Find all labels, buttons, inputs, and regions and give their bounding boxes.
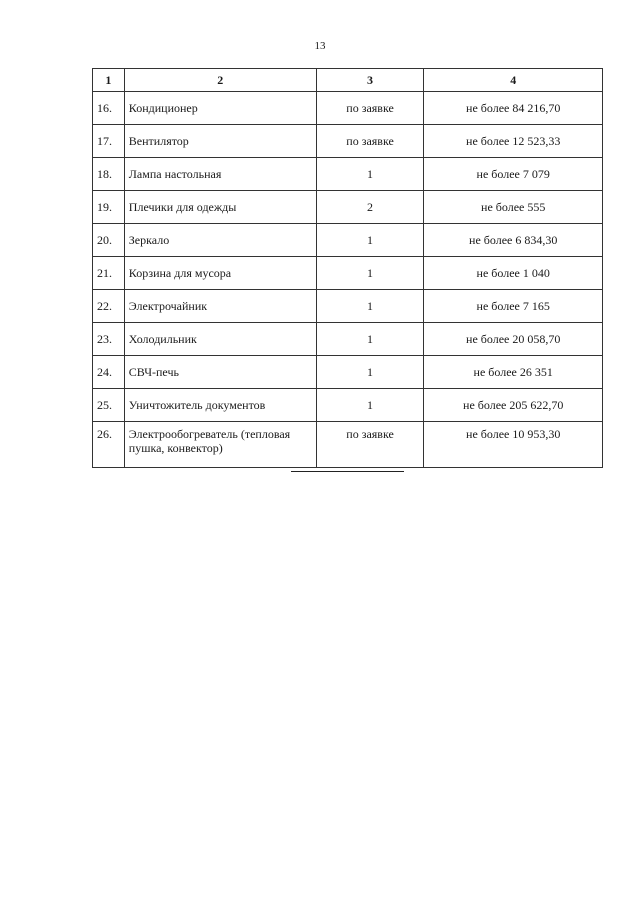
item-quantity: 1 <box>316 389 424 422</box>
item-price: не более 205 622,70 <box>424 389 603 422</box>
row-number: 20. <box>93 224 125 257</box>
row-number: 22. <box>93 290 125 323</box>
item-price: не более 7 079 <box>424 158 603 191</box>
item-quantity: по заявке <box>316 125 424 158</box>
end-of-table-rule <box>291 471 404 472</box>
specification-table <box>92 68 603 468</box>
row-number: 16. <box>93 92 125 125</box>
table-header-row <box>93 69 603 92</box>
item-price: не более 555 <box>424 191 603 224</box>
item-name: СВЧ-печь <box>124 356 316 389</box>
item-price: не более 26 351 <box>424 356 603 389</box>
item-price: не более 7 165 <box>424 290 603 323</box>
item-name: Кондиционер <box>124 92 316 125</box>
table-row <box>93 125 603 158</box>
row-number: 23. <box>93 323 125 356</box>
item-price: не более 6 834,30 <box>424 224 603 257</box>
table-row <box>93 356 603 389</box>
row-number: 26. <box>93 422 125 468</box>
item-price: не более 10 953,30 <box>424 422 603 468</box>
item-quantity: 1 <box>316 290 424 323</box>
item-quantity: 1 <box>316 224 424 257</box>
item-quantity: 1 <box>316 257 424 290</box>
item-name: Электрообогреватель (тепловая пушка, конвектор) <box>124 422 316 468</box>
row-number: 21. <box>93 257 125 290</box>
item-quantity: 2 <box>316 191 424 224</box>
item-price: не более 20 058,70 <box>424 323 603 356</box>
item-name: Плечики для одежды <box>124 191 316 224</box>
column-header-2: 2 <box>124 69 316 92</box>
item-quantity: по заявке <box>316 92 424 125</box>
table-row <box>93 158 603 191</box>
item-name: Уничтожитель документов <box>124 389 316 422</box>
table-row <box>93 191 603 224</box>
table-row <box>93 290 603 323</box>
page-number: 13 <box>314 40 326 52</box>
item-name: Холодильник <box>124 323 316 356</box>
item-quantity: 1 <box>316 356 424 389</box>
table-row <box>93 422 603 468</box>
row-number: 24. <box>93 356 125 389</box>
row-number: 18. <box>93 158 125 191</box>
table-row <box>93 257 603 290</box>
row-number: 25. <box>93 389 125 422</box>
item-name: Зеркало <box>124 224 316 257</box>
table-row <box>93 92 603 125</box>
table-row <box>93 224 603 257</box>
item-quantity: 1 <box>316 323 424 356</box>
column-header-1: 1 <box>93 69 125 92</box>
item-name: Лампа настольная <box>124 158 316 191</box>
column-header-4: 4 <box>424 69 603 92</box>
item-price: не более 1 040 <box>424 257 603 290</box>
table-row <box>93 323 603 356</box>
row-number: 17. <box>93 125 125 158</box>
item-price: не более 12 523,33 <box>424 125 603 158</box>
item-name: Корзина для мусора <box>124 257 316 290</box>
item-price: не более 84 216,70 <box>424 92 603 125</box>
column-header-3: 3 <box>316 69 424 92</box>
item-quantity: 1 <box>316 158 424 191</box>
item-name: Вентилятор <box>124 125 316 158</box>
table-row <box>93 389 603 422</box>
row-number: 19. <box>93 191 125 224</box>
item-name: Электрочайник <box>124 290 316 323</box>
item-quantity: по заявке <box>316 422 424 468</box>
